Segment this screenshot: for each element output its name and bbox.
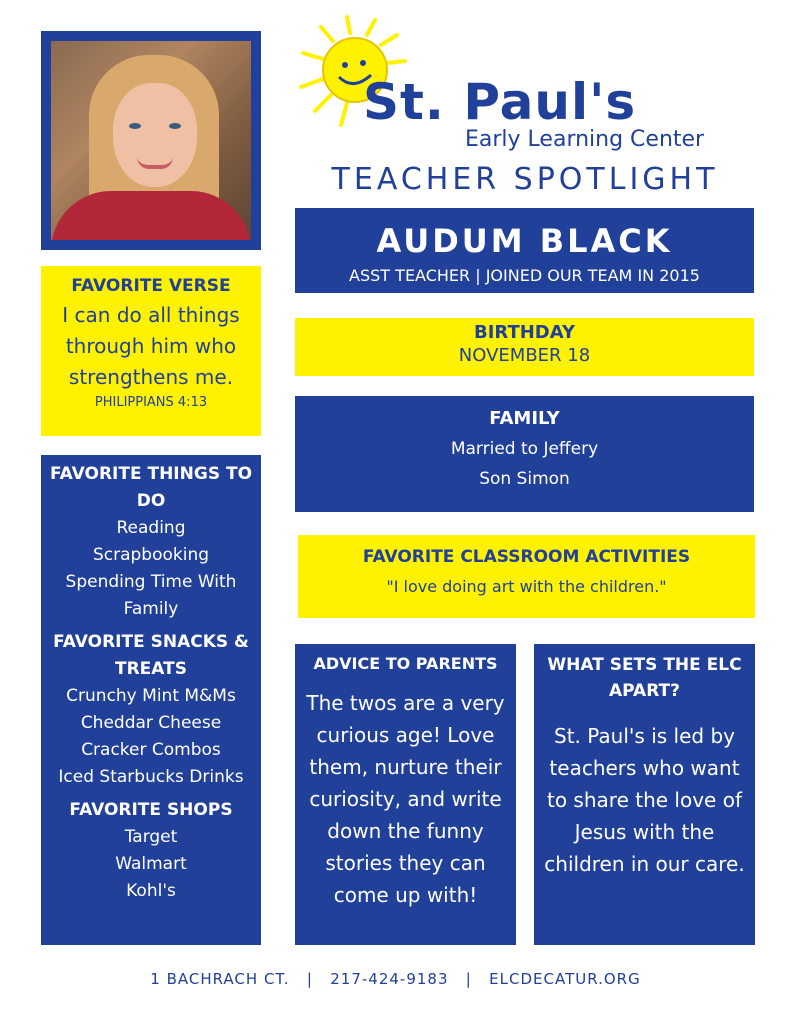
teacher-photo-frame	[41, 31, 261, 250]
verse-text: I can do all things through him who strengthens me.	[62, 303, 240, 389]
apart-text: St. Paul's is led by teachers who want to share the love of Jesus with the children in our care.	[544, 724, 745, 876]
elc-apart-panel	[534, 644, 755, 945]
teacher-name-panel	[295, 208, 754, 293]
birthday-value: NOVEMBER 18	[458, 345, 591, 366]
advice-text: The twos are a very curious age! Love them, nurture their curiosity, and write down the funny stories they can come up with!	[306, 691, 505, 907]
logo-wordmark: St. Paul's	[363, 73, 637, 131]
list-item: Crunchy Mint M&Ms	[66, 686, 236, 706]
list-item: Scrapbooking	[92, 545, 210, 565]
logo-subtitle: Early Learning Center	[465, 127, 705, 152]
favorite-verse-panel	[41, 266, 261, 436]
classroom-heading: FAVORITE CLASSROOM ACTIVITIES	[362, 547, 691, 567]
favorites-panel	[41, 455, 261, 945]
family-line: Married to Jeffery	[450, 439, 599, 459]
apart-heading: WHAT SETS THE ELC APART?	[547, 655, 742, 701]
advice-heading: ADVICE TO PARENTS	[313, 654, 498, 673]
classroom-activities-panel	[298, 535, 755, 618]
classroom-quote: "I love doing art with the children."	[386, 577, 667, 596]
things-heading: FAVORITE THINGS TO DO	[49, 464, 253, 511]
verse-reference: PHILIPPIANS 4:13	[94, 395, 208, 410]
list-item: Reading	[116, 518, 186, 538]
list-item: Cheddar Cheese	[80, 713, 222, 733]
family-line: Son Simon	[479, 469, 570, 489]
birthday-heading: BIRTHDAY	[474, 322, 575, 343]
verse-heading: FAVORITE VERSE	[71, 276, 231, 296]
list-item: Target	[124, 827, 178, 847]
snacks-heading: FAVORITE SNACKS & TREATS	[53, 632, 249, 679]
teacher-name: AUDUM BLACK	[376, 222, 673, 260]
shops-heading: FAVORITE SHOPS	[69, 800, 233, 820]
footer-contact: 1 BACHRACH CT. | 217-424-9183 | ELCDECATUR.ORG	[150, 970, 641, 988]
birthday-panel	[295, 318, 754, 376]
teacher-photo	[51, 41, 251, 240]
school-logo	[295, 15, 765, 165]
list-item: Cracker Combos	[81, 740, 221, 760]
advice-panel	[295, 644, 516, 945]
family-heading: FAMILY	[489, 408, 560, 429]
family-panel	[295, 396, 754, 512]
page-title: TEACHER SPOTLIGHT	[331, 162, 719, 197]
list-item: Spending Time With Family	[65, 572, 237, 619]
teacher-role: ASST TEACHER | JOINED OUR TEAM IN 2015	[349, 266, 700, 285]
list-item: Iced Starbucks Drinks	[58, 767, 244, 787]
list-item: Kohl's	[126, 881, 176, 901]
list-item: Walmart	[115, 854, 187, 874]
